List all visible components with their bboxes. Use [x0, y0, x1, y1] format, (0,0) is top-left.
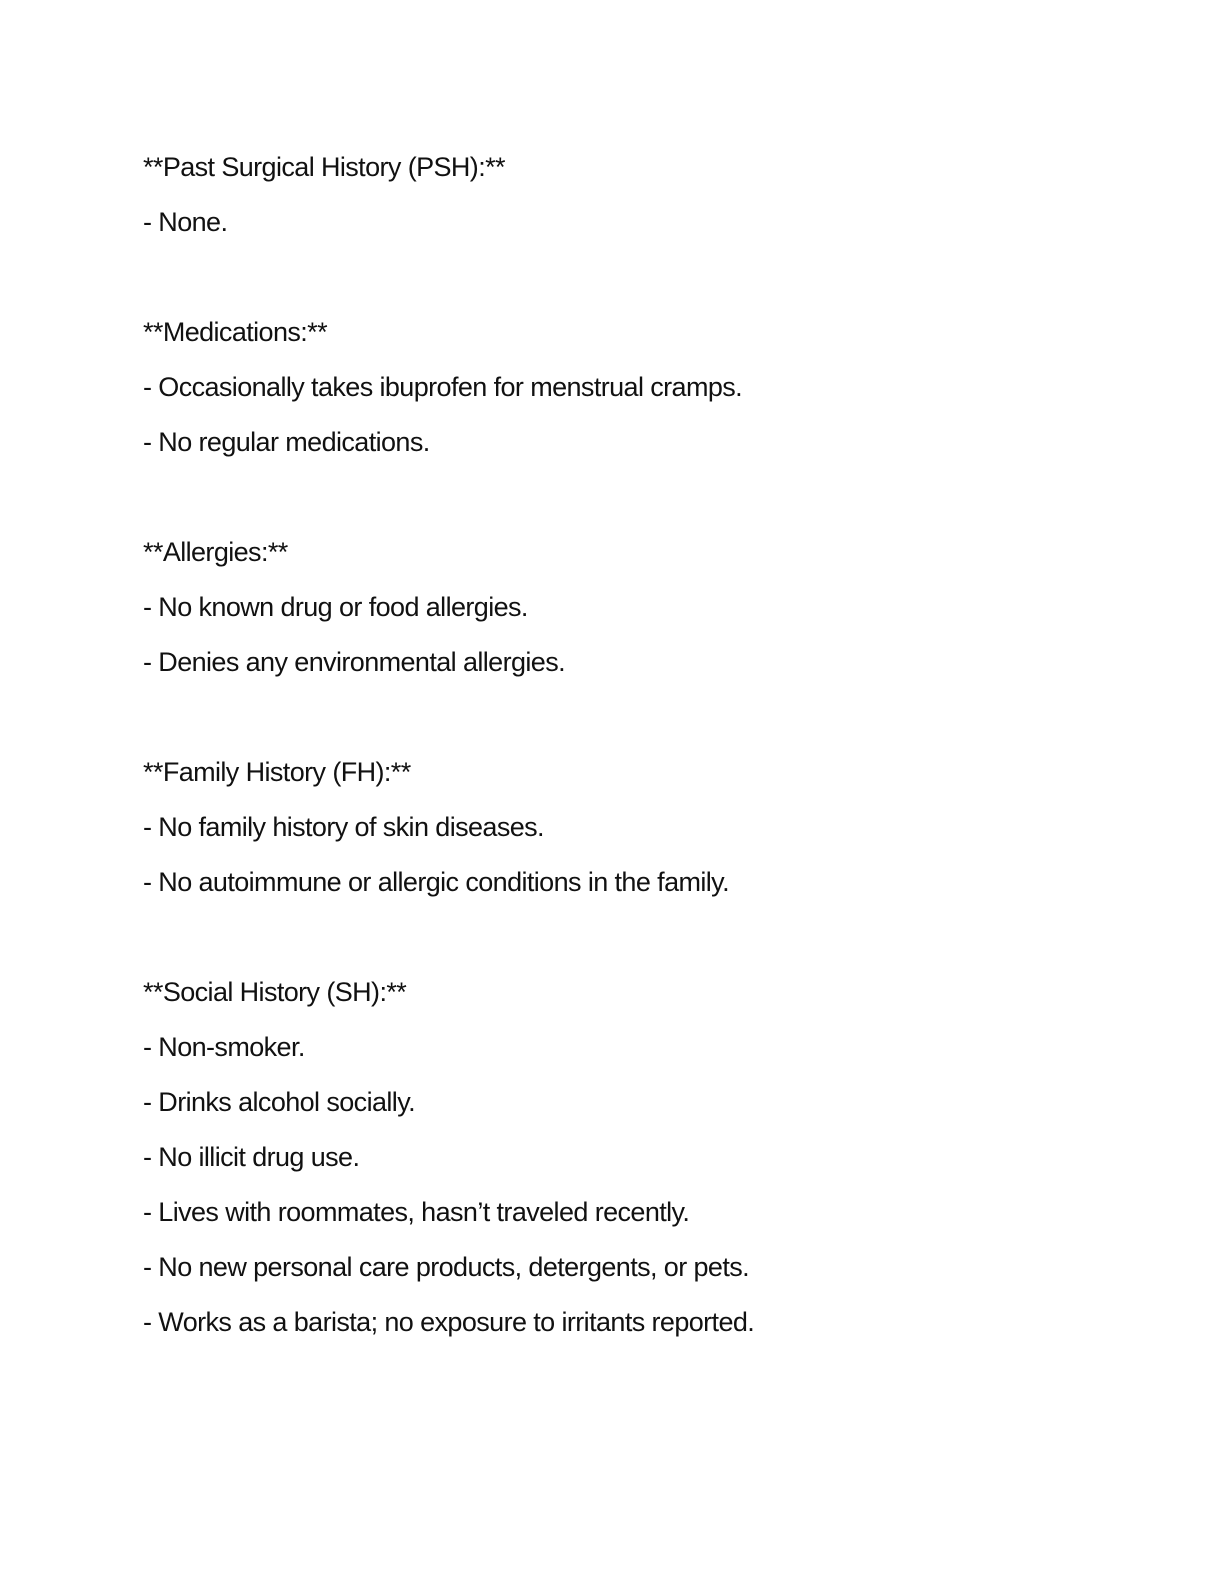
section-family-history: [143, 745, 1143, 910]
section-past-surgical-history: [143, 140, 1143, 250]
list-item: - Works as a barista; no exposure to irritants reported.: [143, 1307, 755, 1337]
list-item: - Denies any environmental allergies.: [143, 647, 566, 677]
list-item: - No regular medications.: [143, 427, 430, 457]
document-page: [143, 140, 1143, 1350]
section-medications: [143, 305, 1143, 470]
section-social-history: [143, 965, 1143, 1350]
list-item: - Non-smoker.: [143, 1032, 305, 1062]
list-item: - No known drug or food allergies.: [143, 592, 528, 622]
list-item: - Drinks alcohol socially.: [143, 1087, 415, 1117]
list-item: - No autoimmune or allergic conditions in the family.: [143, 867, 729, 897]
list-item: - No family history of skin diseases.: [143, 812, 544, 842]
list-item: - Occasionally takes ibuprofen for menstrual cramps.: [143, 372, 743, 402]
section-allergies: [143, 525, 1143, 690]
list-item: - No illicit drug use.: [143, 1142, 360, 1172]
section-heading: **Social History (SH):**: [143, 977, 407, 1007]
list-item: - None.: [143, 207, 228, 237]
section-heading: **Medications:**: [143, 317, 328, 347]
list-item: - Lives with roommates, hasn’t traveled recently.: [143, 1197, 690, 1227]
section-heading: **Allergies:**: [143, 537, 288, 567]
section-heading: **Family History (FH):**: [143, 757, 411, 787]
list-item: - No new personal care products, detergents, or pets.: [143, 1252, 750, 1282]
section-heading: **Past Surgical History (PSH):**: [143, 152, 505, 182]
